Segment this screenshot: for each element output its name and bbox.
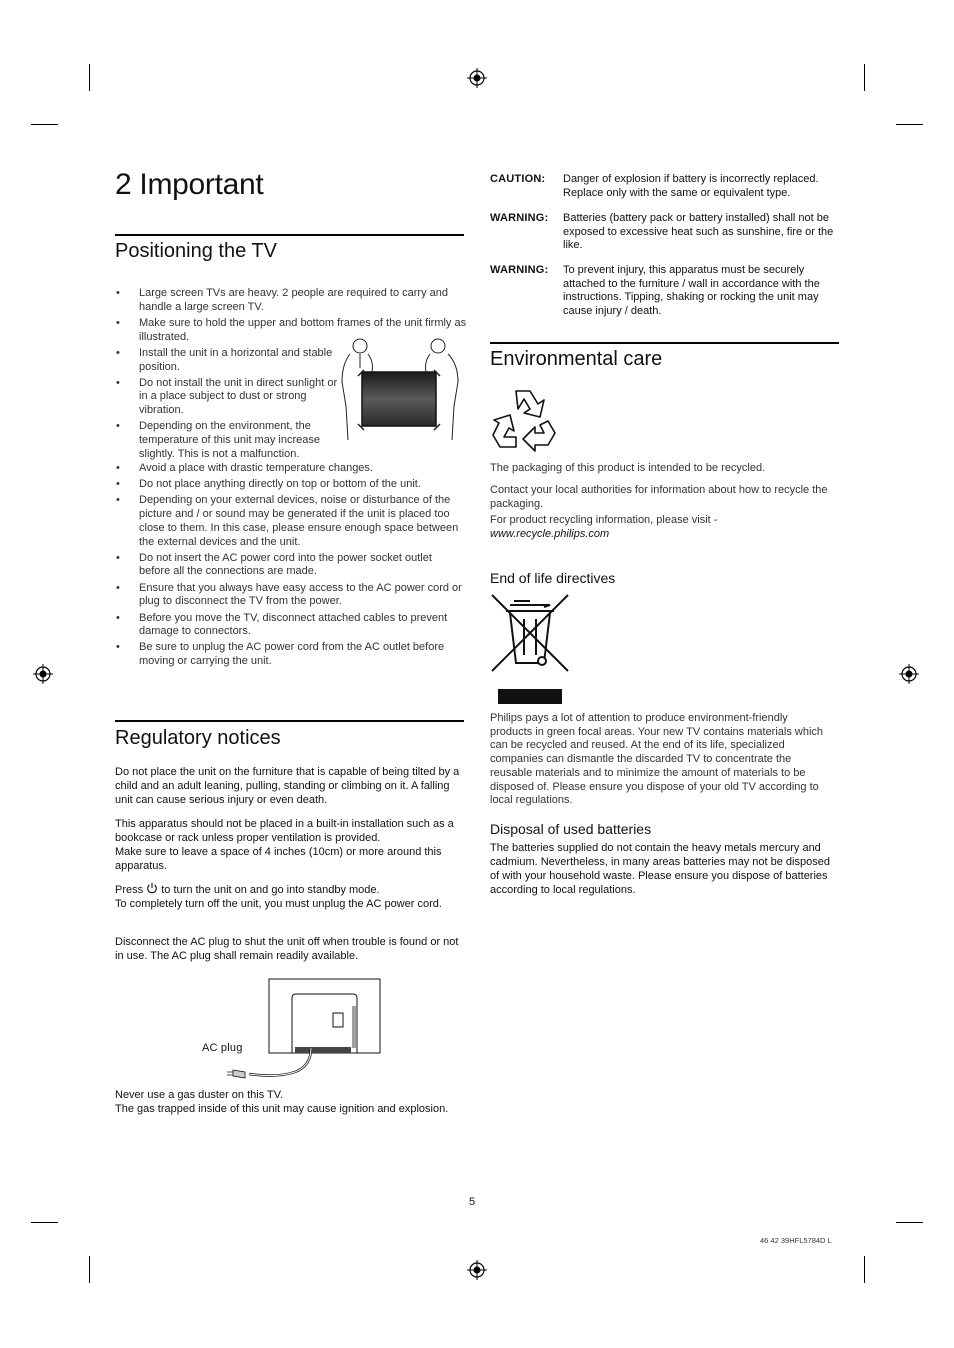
list-item: • Do not insert the AC power cord into the power socket outlet before all the connections are made. bbox=[116, 552, 466, 579]
regulatory-text: This apparatus should not be placed in a built-in installation such as a bookcase or rack unless proper ventilation is provided. bbox=[115, 818, 454, 844]
list-item: • Install the unit in a horizontal and stable position. bbox=[116, 347, 346, 374]
list-item: • Depending on the environment, the temperature of this unit may increase slightly. This is not a malfunction. bbox=[116, 420, 346, 461]
crop-mark bbox=[31, 1222, 58, 1223]
regulatory-paragraph bbox=[115, 1088, 475, 1116]
registration-mark-icon bbox=[467, 68, 487, 88]
list-item: • Do not install the unit in direct sunlight or in a place subject to dust or strong vibration. bbox=[116, 377, 346, 418]
warning-block bbox=[490, 212, 840, 253]
battery-heading: Disposal of used batteries bbox=[490, 821, 652, 837]
registration-mark-icon bbox=[467, 1260, 487, 1280]
list-item: • Ensure that you always have easy access to the AC power cord or plug to disconnect the TV from the power. bbox=[116, 582, 466, 609]
caution-label: CAUTION: bbox=[490, 173, 546, 185]
section-rule bbox=[115, 720, 464, 722]
regulatory-heading: Regulatory notices bbox=[115, 727, 281, 749]
regulatory-text: Make sure to leave a space of 4 inches (10cm) or more around this apparatus. bbox=[115, 846, 442, 872]
crop-mark bbox=[89, 1256, 90, 1283]
warning-text: To prevent injury, this apparatus must be securely attached to the furniture / wall in accordance with the instructions. Tipping, shaking or rocking the unit may cause injury / death. bbox=[563, 264, 820, 317]
environment-heading: Environmental care bbox=[490, 348, 663, 370]
list-item: • Make sure to hold the upper and bottom frames of the unit firmly as illustrated. bbox=[116, 317, 469, 344]
regulatory-paragraph bbox=[115, 817, 465, 873]
battery-paragraph: The batteries supplied do not contain the heavy metals mercury and cadmium. Nevertheless, in many areas batteries may not be disposed of with your household waste. Please ensure you dispose of batteries according to local regulations. bbox=[490, 842, 830, 896]
tv-carrying-illustration bbox=[338, 336, 464, 444]
warning-text: Batteries (battery pack or battery installed) shall not be exposed to excessive heat such as sunshine, fire or the like. bbox=[563, 212, 834, 252]
list-item: • Depending on your external devices, noise or disturbance of the picture and / or sound may be generated if the unit is placed too close to them. In this case, please ensure enough space between the external devices and the unit. bbox=[116, 494, 466, 549]
ac-plug-label: AC plug bbox=[202, 1042, 243, 1054]
crop-mark bbox=[896, 124, 923, 125]
section-rule bbox=[115, 234, 464, 236]
positioning-list-wrapped bbox=[116, 287, 467, 464]
environment-paragraph: For product recycling information, please visit - bbox=[490, 514, 718, 526]
chapter-title: 2 Important bbox=[115, 168, 264, 201]
recycle-icon bbox=[490, 387, 558, 455]
ac-plug-illustration bbox=[215, 976, 385, 1082]
warning-label: WARNING: bbox=[490, 264, 549, 276]
regulatory-text: to turn the unit on and go into standby mode. bbox=[161, 884, 380, 896]
environment-paragraph: Contact your local authorities for information about how to recycle the packaging. bbox=[490, 484, 828, 510]
warning-label: WARNING: bbox=[490, 212, 549, 224]
caution-block bbox=[490, 173, 840, 200]
regulatory-text: Never use a gas duster on this TV. bbox=[115, 1089, 284, 1101]
list-item: • Avoid a place with drastic temperature changes. bbox=[116, 462, 466, 476]
list-item: • Large screen TVs are heavy. 2 people are required to carry and handle a large screen TV. bbox=[116, 287, 469, 314]
regulatory-text: The gas trapped inside of this unit may cause ignition and explosion. bbox=[115, 1103, 449, 1115]
crop-mark bbox=[31, 124, 58, 125]
registration-mark-icon bbox=[33, 664, 53, 684]
crop-mark bbox=[89, 64, 90, 91]
regulatory-paragraph: Do not place the unit on the furniture that is capable of being tilted by a child and an adult leaning, pulling, standing or climbing on it. A falling unit can cause serious injury or even death. bbox=[115, 766, 460, 806]
list-item: • Do not place anything directly on top or bottom of the unit. bbox=[116, 478, 466, 492]
environment-paragraph: The packaging of this product is intended to be recycled. bbox=[490, 462, 766, 474]
crop-mark bbox=[864, 64, 865, 91]
eol-heading: End of life directives bbox=[490, 570, 616, 586]
regulatory-paragraph: Disconnect the AC plug to shut the unit off when trouble is found or not in use. The AC plug shall remain readily available. bbox=[115, 936, 459, 962]
page-number: 5 bbox=[469, 1196, 476, 1208]
regulatory-text: Press bbox=[115, 884, 144, 896]
warning-block bbox=[490, 264, 840, 318]
regulatory-paragraph bbox=[115, 882, 465, 911]
positioning-list-full bbox=[116, 462, 466, 671]
power-line bbox=[115, 882, 465, 897]
positioning-heading: Positioning the TV bbox=[115, 240, 277, 262]
caution-text: Danger of explosion if battery is incorrectly replaced. Replace only with the same or equivalent type. bbox=[563, 173, 819, 199]
footer-code: 46 42 39HFL5784D L bbox=[760, 1236, 832, 1245]
section-rule bbox=[490, 342, 839, 344]
list-item: • Before you move the TV, disconnect attached cables to prevent damage to connectors. bbox=[116, 612, 466, 639]
crop-mark bbox=[896, 1222, 923, 1223]
power-icon bbox=[146, 882, 158, 894]
crop-mark bbox=[864, 1256, 865, 1283]
recycle-url[interactable]: www.recycle.philips.com bbox=[490, 528, 610, 540]
eol-paragraph: Philips pays a lot of attention to produce environment-friendly products in green focal areas. Your new TV contains materials which can be recycled and reused. At the end of its life, specialized companies can dismantle the discarded TV to concentrate the reusable materials and to minimize the amount of materials to be disposed of. Please ensure you dispose of your old TV according to local regulations. bbox=[490, 712, 824, 807]
registration-mark-icon bbox=[899, 664, 919, 684]
crossed-out-bin-icon bbox=[490, 593, 570, 705]
regulatory-text: To completely turn off the unit, you must unplug the AC power cord. bbox=[115, 898, 442, 910]
list-item: • Be sure to unplug the AC power cord from the AC outlet before moving or carrying the unit. bbox=[116, 641, 466, 668]
